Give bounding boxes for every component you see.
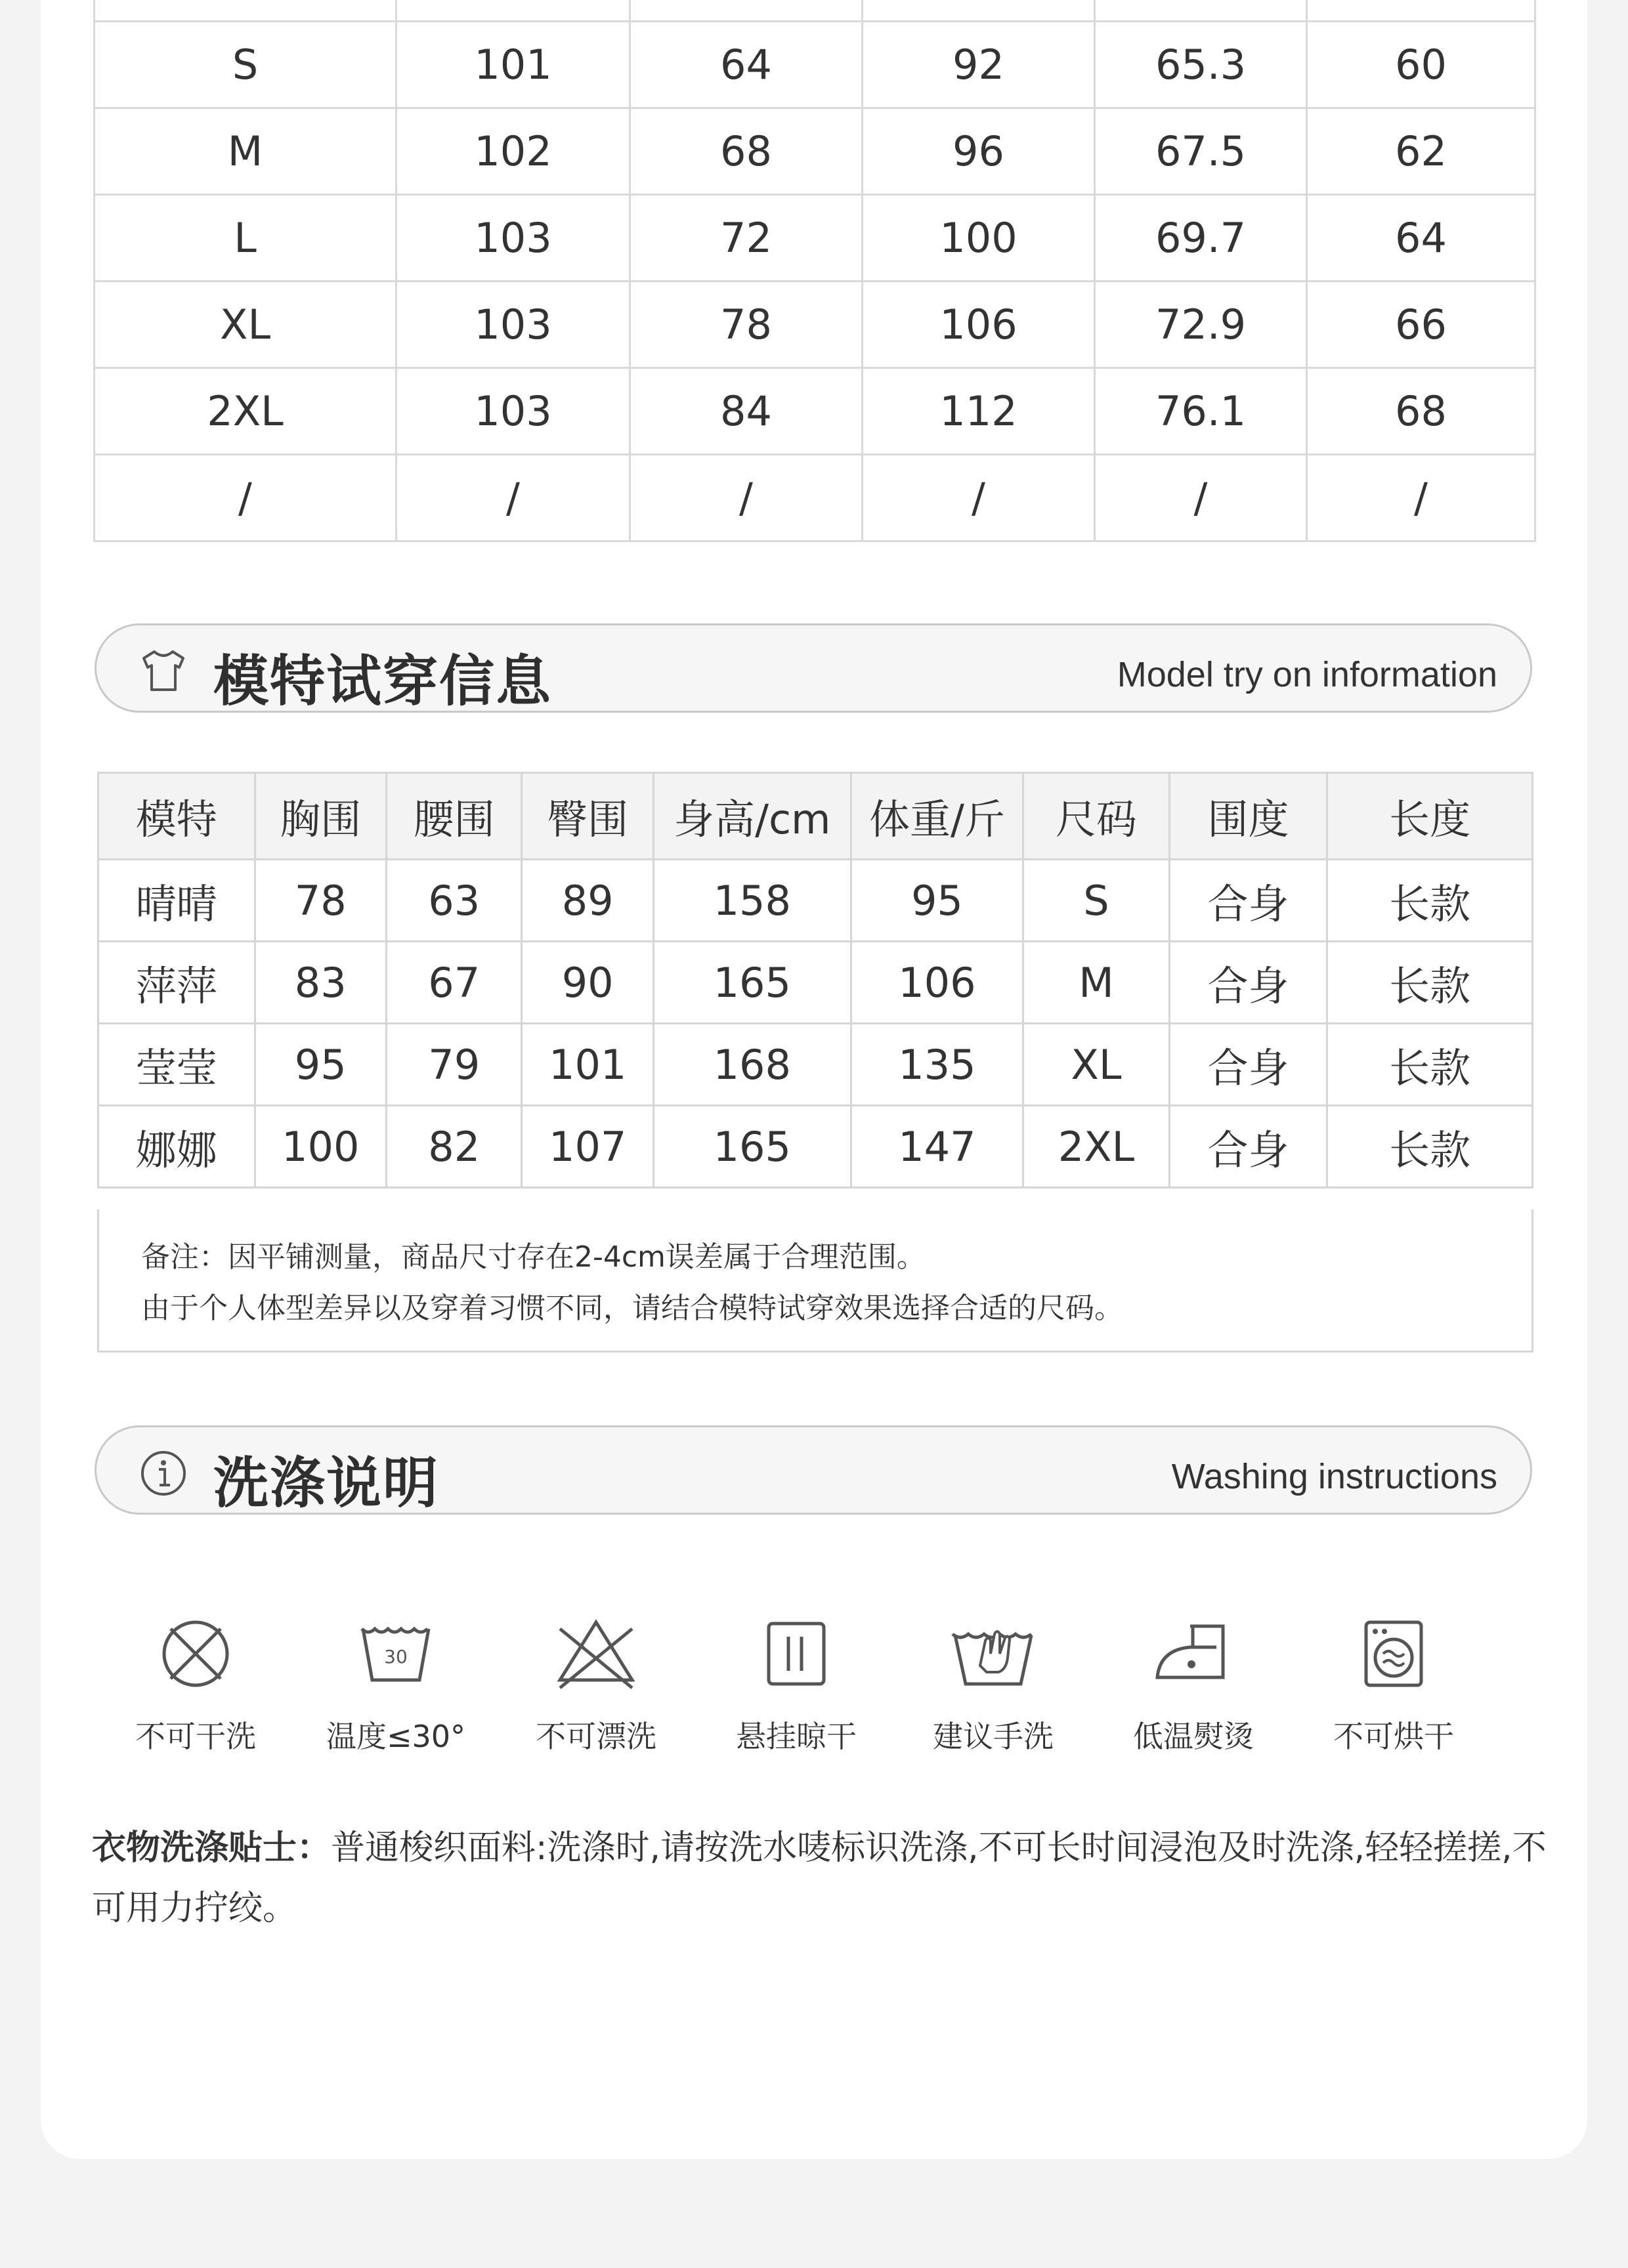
wash-item (1095, 1614, 1292, 1759)
model-name-cell: 萍萍 (98, 942, 255, 1024)
no-bleach-icon (553, 1614, 639, 1693)
table-cell: 135 (851, 1024, 1023, 1106)
table-cell: 103 (396, 282, 630, 368)
column-header: 腰围 (386, 773, 521, 860)
table-cell: 89 (522, 860, 653, 942)
line-dry-icon (757, 1614, 836, 1693)
table-cell: 79 (386, 1024, 521, 1106)
table-row (95, 455, 1535, 541)
table-row (98, 1106, 1533, 1188)
column-header: 胸围 (255, 773, 386, 860)
table-cell: 64 (630, 22, 863, 108)
model-info-header (95, 623, 1532, 713)
table-cell: 78 (255, 860, 386, 942)
wash-item (97, 1614, 294, 1759)
wash-label: 不可烘干 (1333, 1719, 1454, 1754)
wash-item (498, 1614, 695, 1759)
table-cell: 147 (851, 1106, 1023, 1188)
table-cell: 长款 (1327, 1024, 1533, 1106)
table-cell: XL (1023, 1024, 1170, 1106)
table-cell: 158 (653, 860, 851, 942)
table-cell: 68 (630, 108, 863, 195)
table-cell: 68 (1307, 368, 1535, 455)
note-line: 备注：因平铺测量，商品尺寸存在2-4cm误差属于合理范围。 (141, 1240, 926, 1274)
table-cell: 2XL (95, 368, 396, 455)
table-cell: XL (95, 282, 396, 368)
table-cell: 102 (396, 108, 630, 195)
table-cell: 67 (386, 942, 521, 1024)
table-cell: 合身 (1169, 942, 1327, 1024)
table-cell: 100 (863, 195, 1095, 282)
table-cell: / (863, 455, 1095, 541)
tshirt-icon (137, 645, 190, 698)
table-cell: M (1023, 942, 1170, 1024)
table-cell: 107 (522, 1106, 653, 1188)
table-cell: 90 (522, 942, 653, 1024)
table-cell: M (95, 108, 396, 195)
table-cell: 65.3 (1095, 22, 1307, 108)
model-name-cell: 晴晴 (98, 860, 255, 942)
column-header: 体重/斤 (851, 773, 1023, 860)
wash-label: 不可漂洗 (536, 1719, 656, 1754)
section-title: 模特试穿信息 (213, 649, 553, 713)
wash-label: 温度≤30° (326, 1719, 466, 1754)
model-note (97, 1209, 1533, 1353)
wash-item (698, 1614, 895, 1759)
table-cell: 合身 (1169, 1106, 1327, 1188)
wash-icons-row (97, 1614, 1509, 1759)
table-cell: S (1023, 860, 1170, 942)
table-cell: 101 (522, 1024, 653, 1106)
washing-tips (92, 1818, 1549, 1939)
table-row (95, 22, 1535, 108)
table-cell: 长款 (1327, 1106, 1533, 1188)
table-cell: 82 (386, 1106, 521, 1188)
table-cell: 合身 (1169, 860, 1327, 942)
table-cell: 67.5 (1095, 108, 1307, 195)
table-row (98, 1024, 1533, 1106)
table-row (98, 860, 1533, 942)
table-row (95, 195, 1535, 282)
table-cell: 合身 (1169, 1024, 1327, 1106)
model-name-cell: 莹莹 (98, 1024, 255, 1106)
table-cell: 112 (863, 368, 1095, 455)
table-cell: 78 (630, 282, 863, 368)
table-header-row (98, 773, 1533, 860)
info-icon (137, 1447, 190, 1500)
wash-item (297, 1614, 494, 1759)
column-header: 尺码 (1023, 773, 1170, 860)
table-cell: 66 (1307, 282, 1535, 368)
wash-item (895, 1614, 1092, 1759)
section-title-en: Model try on information (1117, 655, 1497, 694)
table-cell: / (630, 455, 863, 541)
wash-label: 不可干洗 (135, 1719, 256, 1754)
table-cell: 64 (1307, 195, 1535, 282)
table-row (95, 282, 1535, 368)
table-cell: 2XL (1023, 1106, 1170, 1188)
table-cell: 长款 (1327, 860, 1533, 942)
table-cell: 83 (255, 942, 386, 1024)
table-cell: 92 (863, 22, 1095, 108)
table-cell: 165 (653, 942, 851, 1024)
table-cell: L (95, 195, 396, 282)
model-table (97, 772, 1533, 1188)
table-cell: / (1095, 455, 1307, 541)
table-cell: / (396, 455, 630, 541)
wash-item (1295, 1614, 1492, 1759)
table-row (98, 942, 1533, 1024)
table-cell: 69.7 (1095, 195, 1307, 282)
section-title-en: Washing instructions (1171, 1457, 1497, 1496)
table-cell: S (95, 22, 396, 108)
table-cell: 72.9 (1095, 282, 1307, 368)
table-cell: 76.1 (1095, 368, 1307, 455)
note-line: 由于个人体型差异以及穿着习惯不同，请结合模特试穿效果选择合适的尺码。 (141, 1292, 1123, 1325)
table-cell: 103 (396, 195, 630, 282)
low-iron-icon (1151, 1614, 1236, 1693)
tips-text: 普通梭织面料:洗涤时,请按洗水唛标识洗涤,不可长时间浸泡及时洗涤,轻轻搓搓,不可用力拧绞。 (92, 1828, 1547, 1928)
no-tumble-dry-icon (1354, 1614, 1433, 1693)
tips-label: 衣物洗涤贴士： (92, 1828, 332, 1868)
size-table (93, 0, 1536, 542)
table-cell: / (95, 455, 396, 541)
wash-label: 低温熨烫 (1133, 1719, 1254, 1754)
column-header: 长度 (1327, 773, 1533, 860)
table-cell: 72 (630, 195, 863, 282)
column-header: 模特 (98, 773, 255, 860)
table-cell: 165 (653, 1106, 851, 1188)
wash-label: 悬挂晾干 (736, 1719, 857, 1754)
table-cell: 63 (386, 860, 521, 942)
table-cell: 96 (863, 108, 1095, 195)
no-dry-clean-icon (156, 1614, 235, 1693)
table-cell: 95 (255, 1024, 386, 1106)
column-header: 围度 (1169, 773, 1327, 860)
wash-temp-text: 30 (384, 1646, 408, 1668)
table-cell: 84 (630, 368, 863, 455)
table-row (95, 108, 1535, 195)
washing-header (95, 1425, 1532, 1515)
column-header: 身高/cm (653, 773, 851, 860)
wash-label: 建议手洗 (933, 1719, 1054, 1754)
section-title: 洗涤说明 (213, 1451, 440, 1515)
table-cell: 100 (255, 1106, 386, 1188)
column-header: 臀围 (522, 773, 653, 860)
table-cell: 长款 (1327, 942, 1533, 1024)
table-cell: 168 (653, 1024, 851, 1106)
table-row (95, 0, 1535, 22)
table-cell: 95 (851, 860, 1023, 942)
table-cell: 106 (851, 942, 1023, 1024)
table-cell: 103 (396, 368, 630, 455)
table-cell: 101 (396, 22, 630, 108)
table-cell: 62 (1307, 108, 1535, 195)
table-cell: / (1307, 455, 1535, 541)
model-name-cell: 娜娜 (98, 1106, 255, 1188)
table-cell: 60 (1307, 22, 1535, 108)
wash-30-icon (356, 1614, 435, 1693)
table-row (95, 368, 1535, 455)
table-cell: 106 (863, 282, 1095, 368)
hand-wash-icon (947, 1614, 1039, 1693)
